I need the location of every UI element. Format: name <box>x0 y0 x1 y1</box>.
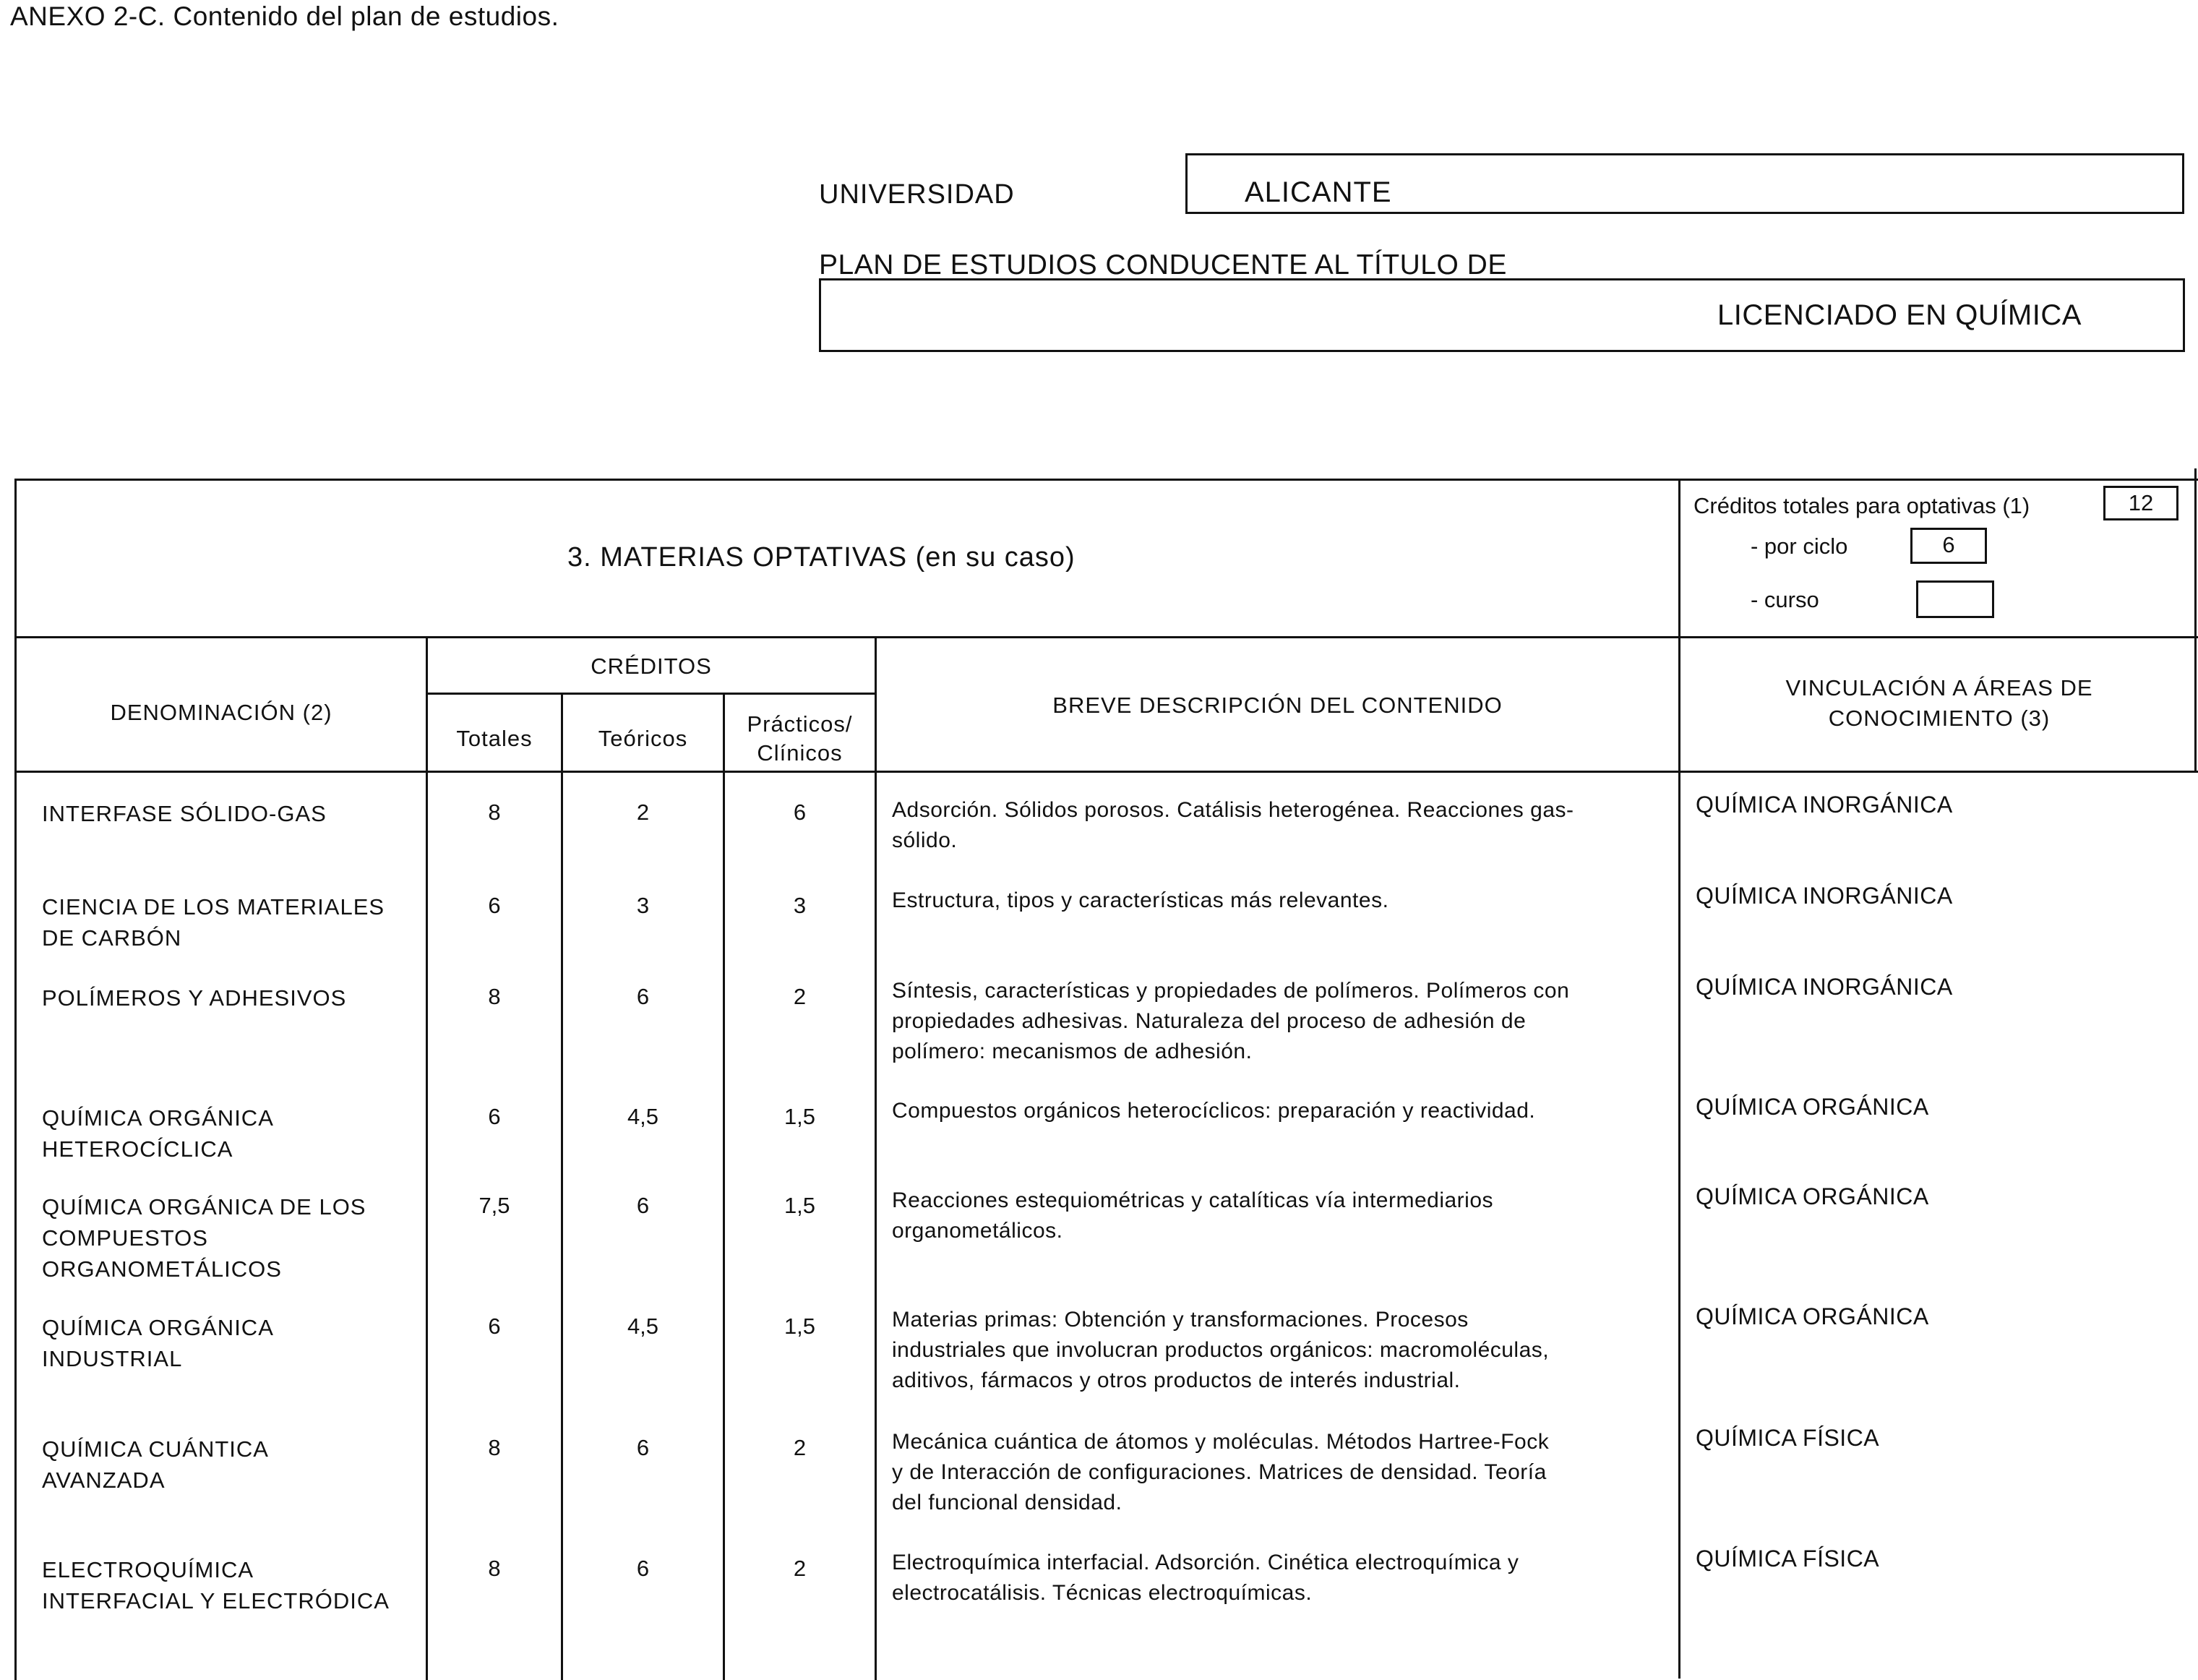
credits-theoretical: 2 <box>636 800 650 825</box>
credits-theoretical: 4,5 <box>627 1313 659 1339</box>
knowledge-area: QUÍMICA FÍSICA <box>1696 1546 1880 1572</box>
header-description: BREVE DESCRIPCIÓN DEL CONTENIDO <box>1052 693 1503 718</box>
subject-name: QUÍMICA ORGÁNICA INDUSTRIAL <box>42 1315 274 1371</box>
subject-description: Electroquímica interfacial. Adsorción. Cinética electroquímica y electrocatálisis. Técnicas electroquímicas. <box>892 1551 1519 1605</box>
credits-practical: 1,5 <box>784 1313 816 1339</box>
annex-title: ANEXO 2-C. Contenido del plan de estudios. <box>10 1 559 31</box>
header-areas-line2: CONOCIMIENTO (3) <box>1828 706 2051 731</box>
credits-practical: 1,5 <box>784 1104 816 1129</box>
subject-description: Estructura, tipos y características más relevantes. <box>892 888 1389 912</box>
knowledge-area: QUÍMICA INORGÁNICA <box>1696 883 1953 909</box>
credits-totals: 6 <box>488 1313 501 1339</box>
credits-practical: 6 <box>793 800 807 825</box>
header-credits: CRÉDITOS <box>591 653 712 679</box>
subject-description: Adsorción. Sólidos porosos. Catálisis heterogénea. Reacciones gas- sólido. <box>892 798 1574 852</box>
plan-label: PLAN DE ESTUDIOS CONDUCENTE AL TÍTULO DE <box>819 249 1507 280</box>
credits-theoretical: 6 <box>636 984 650 1009</box>
knowledge-area: QUÍMICA INORGÁNICA <box>1696 792 1953 818</box>
subject-name: QUÍMICA CUÁNTICA AVANZADA <box>42 1436 269 1493</box>
subject-description: Síntesis, características y propiedades de polímeros. Polímeros con propiedades adhesivas. Naturaleza del proceso de adhesión de polímero: mecanismos de adhesión. <box>892 979 1570 1063</box>
per-cycle-box: 6 <box>1910 528 1987 564</box>
knowledge-area: QUÍMICA ORGÁNICA <box>1696 1094 1929 1120</box>
header-totals: Totales <box>456 726 533 751</box>
credits-totals: 8 <box>488 1435 501 1460</box>
subject-description: Materias primas: Obtención y transformaciones. Procesos industriales que involucran productos orgánicos: macromoléculas, aditivos, fármacos y otros productos de interés industrial. <box>892 1308 1550 1392</box>
subject-name: QUÍMICA ORGÁNICA DE LOS COMPUESTOS ORGANOMETÁLICOS <box>42 1194 366 1282</box>
university-value: ALICANTE <box>1245 176 1392 208</box>
degree-value: LICENCIADO EN QUÍMICA <box>1717 299 2082 331</box>
per-course-box <box>1916 580 1994 618</box>
credits-totals: 6 <box>488 893 501 918</box>
credits-theoretical: 6 <box>636 1556 650 1581</box>
credits-practical: 1,5 <box>784 1193 816 1218</box>
header-denomination: DENOMINACIÓN (2) <box>110 700 332 725</box>
credits-totals: 7,5 <box>478 1193 510 1218</box>
subject-name: QUÍMICA ORGÁNICA HETEROCÍCLICA <box>42 1105 274 1162</box>
credits-practical: 2 <box>793 984 807 1009</box>
header-areas-line1: VINCULACIÓN A ÁREAS DE <box>1785 675 2093 700</box>
credits-theoretical: 6 <box>636 1435 650 1460</box>
header-practical-line2: Clínicos <box>757 740 843 766</box>
credits-totals: 8 <box>488 800 501 825</box>
credits-practical: 2 <box>793 1556 807 1581</box>
subject-name: INTERFASE SÓLIDO-GAS <box>42 801 327 826</box>
subject-description: Compuestos orgánicos heterocíclicos: preparación y reactividad. <box>892 1099 1536 1123</box>
per-cycle-label: - por ciclo <box>1751 533 1848 559</box>
university-label: UNIVERSIDAD <box>819 179 1015 210</box>
credits-theoretical: 6 <box>636 1193 650 1218</box>
credits-theoretical: 3 <box>636 893 650 918</box>
knowledge-area: QUÍMICA INORGÁNICA <box>1696 974 1953 1000</box>
subject-name: POLÍMEROS Y ADHESIVOS <box>42 985 347 1011</box>
header-practical-line1: Prácticos/ <box>747 711 853 737</box>
total-credits-box: 12 <box>2103 486 2178 520</box>
credits-totals: 8 <box>488 1556 501 1581</box>
credits-theoretical: 4,5 <box>627 1104 659 1129</box>
credits-practical: 3 <box>793 893 807 918</box>
subject-description: Mecánica cuántica de átomos y moléculas. Métodos Hartree-Fock y de Interacción de configuraciones. Matrices de densidad. Teoría del funcional densidad. <box>892 1430 1550 1514</box>
knowledge-area: QUÍMICA ORGÁNICA <box>1696 1183 1929 1209</box>
subject-description: Reacciones estequiométricas y catalíticas vía intermediarios organometálicos. <box>892 1188 1494 1243</box>
credits-totals: 6 <box>488 1104 501 1129</box>
knowledge-area: QUÍMICA ORGÁNICA <box>1696 1303 1929 1329</box>
header-theoretical: Teóricos <box>598 726 688 751</box>
subject-name: ELECTROQUÍMICA INTERFACIAL Y ELECTRÓDICA <box>42 1557 390 1613</box>
knowledge-area: QUÍMICA FÍSICA <box>1696 1425 1880 1451</box>
credits-totals: 8 <box>488 984 501 1009</box>
credits-practical: 2 <box>793 1435 807 1460</box>
total-credits-label: Créditos totales para optativas (1) <box>1693 493 2030 518</box>
section-title: 3. MATERIAS OPTATIVAS (en su caso) <box>567 542 1076 573</box>
per-course-label: - curso <box>1751 587 1819 612</box>
subject-name: CIENCIA DE LOS MATERIALES DE CARBÓN <box>42 894 385 951</box>
